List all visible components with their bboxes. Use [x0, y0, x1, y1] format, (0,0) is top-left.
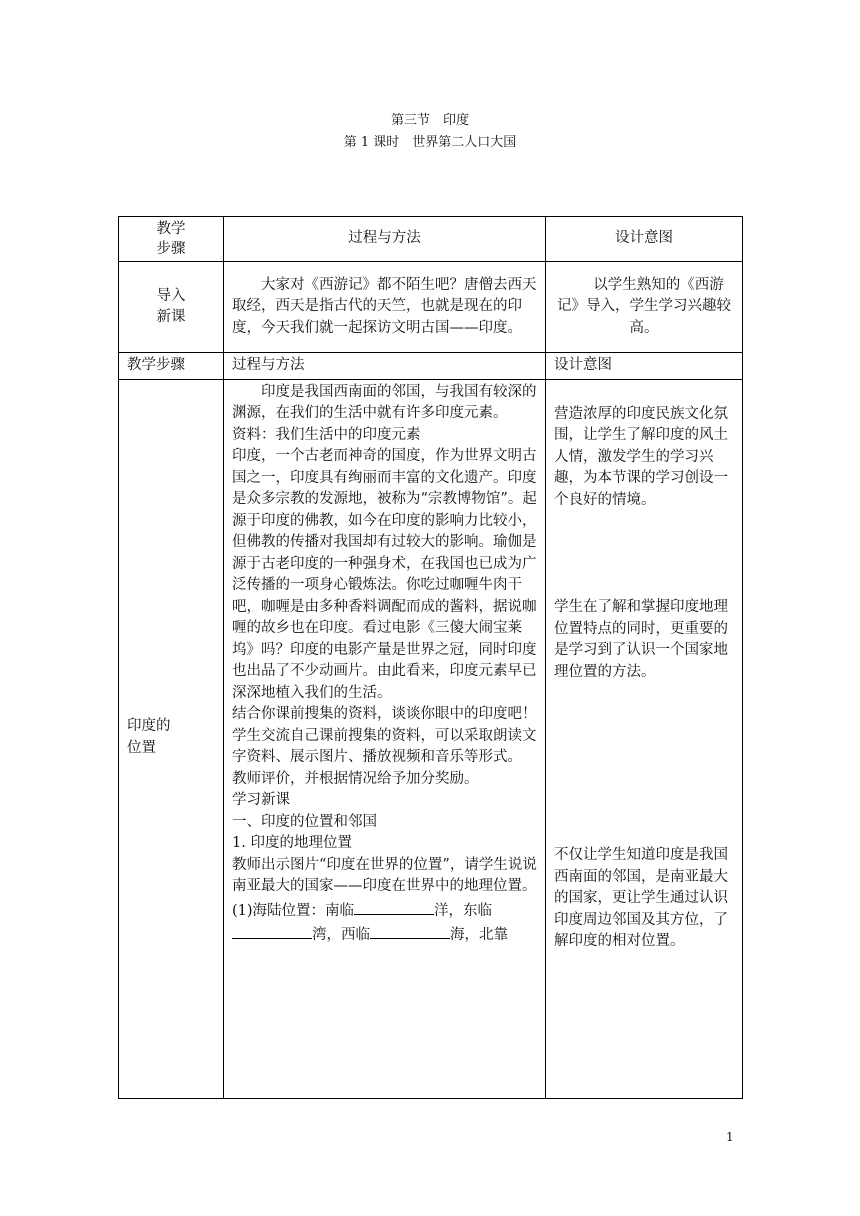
- intent-paragraph: 营造浓厚的印度民族文化氛围，让学生了解印度的风土人情，激发学生的学习兴趣，为本节课的学习创设一个良好的情境。: [554, 405, 728, 508]
- lesson-title: 第 1 课时 世界第二人口大国: [343, 135, 517, 150]
- location-row: [119, 379, 743, 1098]
- location-process: [224, 379, 546, 1098]
- intro-row: [119, 262, 743, 353]
- section-title: 第三节 印度: [390, 113, 469, 128]
- process-paragraph: 教师评价，并根据情况给予加分奖励。: [232, 770, 479, 787]
- location-intent: [546, 379, 743, 1098]
- process-paragraph: 印度是我国西南面的邻国，与我国有较深的渊源，在我们的生活中就有许多印度元素。: [232, 383, 537, 421]
- subheader-step: 教学步骤: [119, 353, 224, 380]
- intent-paragraph: 不仅让学生知道印度是我国西南面的邻国，是南亚最大的国家，更让学生通过认识印度周边邻国及其方位，了解印度的相对位置。: [554, 847, 728, 949]
- header-process: 过程与方法: [224, 217, 546, 262]
- subheader-intent: 设计意图: [546, 353, 743, 380]
- fill-in-exercise: (1)海陆位置：南临 洋，东临 湾，西临 海，北靠: [232, 898, 537, 947]
- process-paragraph: 资料：我们生活中的印度元素: [232, 426, 421, 443]
- header-intent: 设计意图: [546, 217, 743, 262]
- process-paragraph: 一、印度的位置和邻国: [232, 813, 377, 830]
- process-paragraph: 印度，一个古老而神奇的国度，作为世界文明古国之一，印度具有绚丽而丰富的文化遗产。印度是众多宗教的发源地，被称为“宗教博物馆”。起源于印度的佛教，如今在印度的影响力比较小，但佛教的传播对我国却有过较大的影响。瑜伽是源于古老印度的一种强身术，在我国也已成为广泛传播的一项身心锻炼法。你吃过咖喱牛肉干吧，咖喱是由多种香料调配而成的酱料，据说咖喱的故乡也在印度。看过电影《三傻大闹宝莱坞》吗？印度的电影产量是世界之冠，同时印度也出品了不少动画片。由此看来，印度元素早已深深地植入我们的生活。: [232, 448, 537, 701]
- process-paragraph: 1. 印度的地理位置: [232, 835, 352, 851]
- intent-paragraph: 学生在了解和掌握印度地理位置特点的同时，更重要的是学习到了认识一个国家地理位置的方法。: [554, 599, 728, 680]
- header-step: 教学 步骤: [119, 217, 224, 262]
- process-paragraph: 学习新课: [232, 792, 290, 808]
- page-number: 1: [726, 1130, 734, 1144]
- lesson-plan-table: [118, 216, 743, 1099]
- subheader-process: 过程与方法: [224, 353, 546, 380]
- process-paragraph: 教师出示图片“印度在世界的位置”，请学生说说南亚最大的国家——印度在世界中的地理位置。: [232, 856, 537, 894]
- table-header-row: [119, 217, 743, 262]
- subheader-row: [119, 353, 743, 380]
- process-paragraph: 学生交流自己课前搜集的资料，可以采取朗读文字资料、展示图片、播放视频和音乐等形式。: [232, 727, 537, 765]
- process-paragraph: 结合你课前搜集的资料，谈谈你眼中的印度吧！: [232, 706, 537, 722]
- intro-process: 大家对《西游记》都不陌生吧？唐僧去西天取经，西天是指古代的天竺，也就是现在的印度，今天我们就一起探访文明古国——印度。: [224, 262, 546, 353]
- fill-blank[interactable]: [354, 898, 434, 915]
- fill-blank[interactable]: [370, 922, 450, 939]
- fill-blank[interactable]: [232, 922, 312, 939]
- location-step: 印度的 位置: [119, 379, 224, 1098]
- intro-step: 导入 新课: [119, 262, 224, 353]
- intro-intent: 以学生熟知的《西游记》导入，学生学习兴趣较高。: [546, 262, 743, 353]
